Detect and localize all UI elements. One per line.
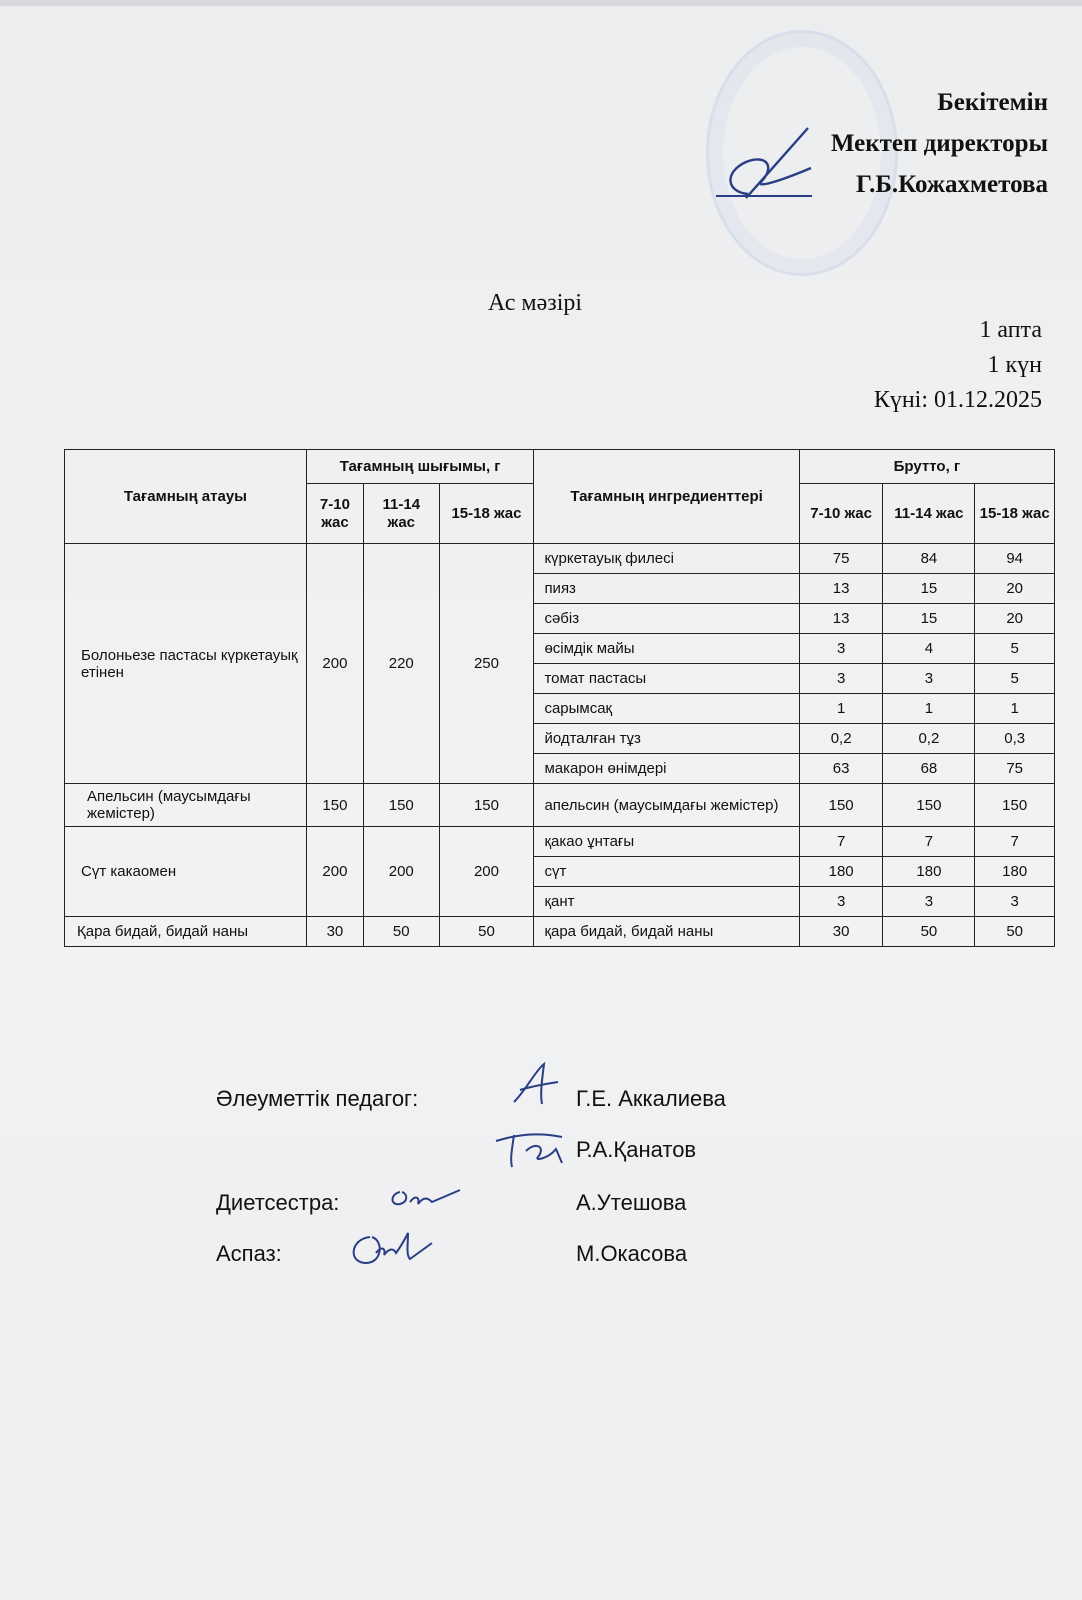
ingredient-name: сүт [534, 857, 799, 887]
header-dish-name: Тағамның атауы [65, 450, 307, 544]
header-yield: Тағамның шығымы, г [306, 450, 534, 484]
header-brutto-age-3: 15-18 жас [975, 484, 1055, 544]
yield-cell: 200 [364, 827, 440, 917]
ingredient-name: қант [534, 887, 799, 917]
brutto-cell: 20 [975, 604, 1055, 634]
pedagog-name-2: Р.А.Қанатов [576, 1137, 697, 1162]
brutto-cell: 150 [883, 784, 975, 827]
brutto-cell: 4 [883, 634, 975, 664]
brutto-cell: 3 [883, 887, 975, 917]
brutto-cell: 150 [975, 784, 1055, 827]
yield-cell: 200 [306, 544, 363, 784]
ingredient-name: макарон өнімдері [534, 754, 799, 784]
yield-cell: 150 [364, 784, 440, 827]
brutto-cell: 150 [799, 784, 883, 827]
dish-name: Болоньезе пастасы күркетауық етінен [65, 544, 307, 784]
second-signature [492, 1127, 572, 1171]
approval-line-3: Г.Б.Кожахметова [856, 171, 1048, 198]
cook-label: Аспаз: [216, 1241, 282, 1266]
brutto-cell: 75 [975, 754, 1055, 784]
brutto-cell: 94 [975, 544, 1055, 574]
week-label: 1 апта [979, 317, 1042, 343]
yield-cell: 250 [439, 544, 534, 784]
brutto-cell: 7 [883, 827, 975, 857]
ingredient-name: сарымсақ [534, 694, 799, 724]
ingredient-name: йодталған тұз [534, 724, 799, 754]
director-signature [716, 122, 826, 202]
brutto-cell: 0,3 [975, 724, 1055, 754]
approval-line-2: Мектеп директоры [830, 130, 1048, 157]
brutto-cell: 180 [975, 857, 1055, 887]
yield-cell: 150 [306, 784, 363, 827]
brutto-cell: 7 [975, 827, 1055, 857]
dish-name: Қара бидай, бидай наны [65, 917, 307, 947]
brutto-cell: 63 [799, 754, 883, 784]
paper-edge [0, 0, 1082, 6]
cook-signature [346, 1227, 436, 1271]
dish-name: Апельсин (маусымдағы жемістер) [65, 784, 307, 827]
day-label: 1 күн [987, 352, 1042, 378]
yield-cell: 150 [439, 784, 534, 827]
pedagog-name-1: Г.Е. Аккалиева [576, 1086, 726, 1111]
nurse-label: Диетсестра: [216, 1190, 340, 1215]
ingredient-name: сәбіз [534, 604, 799, 634]
header-brutto-age-2: 11-14 жас [883, 484, 975, 544]
header-ingredients: Тағамның ингредиенттері [534, 450, 799, 544]
brutto-cell: 13 [799, 604, 883, 634]
brutto-cell: 3 [799, 887, 883, 917]
yield-cell: 220 [364, 544, 440, 784]
header-brutto: Брутто, г [799, 450, 1054, 484]
brutto-cell: 5 [975, 664, 1055, 694]
brutto-cell: 20 [975, 574, 1055, 604]
brutto-cell: 84 [883, 544, 975, 574]
brutto-cell: 3 [883, 664, 975, 694]
pedagog-label: Әлеуметтік педагог: [216, 1086, 419, 1111]
table-row [65, 917, 1055, 947]
yield-cell: 30 [306, 917, 363, 947]
brutto-cell: 30 [799, 917, 883, 947]
cook-name: М.Окасова [576, 1241, 688, 1266]
brutto-cell: 3 [799, 664, 883, 694]
nurse-name: А.Утешова [576, 1190, 687, 1215]
ingredient-name: күркетауық филесі [534, 544, 799, 574]
brutto-cell: 50 [975, 917, 1055, 947]
header-yield-age-1: 7-10 жас [306, 484, 363, 544]
brutto-cell: 13 [799, 574, 883, 604]
brutto-cell: 15 [883, 574, 975, 604]
brutto-cell: 0,2 [799, 724, 883, 754]
pedagog-signature [506, 1060, 566, 1110]
brutto-cell: 180 [799, 857, 883, 887]
ingredient-name: өсімдік майы [534, 634, 799, 664]
date-label: Күні: 01.12.2025 [873, 387, 1042, 413]
yield-cell: 50 [439, 917, 534, 947]
brutto-cell: 5 [975, 634, 1055, 664]
approval-block [831, 82, 1048, 205]
yield-cell: 200 [439, 827, 534, 917]
yield-cell: 200 [306, 827, 363, 917]
table-row [65, 827, 1055, 857]
ingredient-name: қакао ұнтағы [534, 827, 799, 857]
nurse-signature [386, 1184, 466, 1214]
header-brutto-age-1: 7-10 жас [799, 484, 883, 544]
page-title: Ас мәзірі [488, 290, 583, 316]
ingredient-name: апельсин (маусымдағы жемістер) [534, 784, 799, 827]
brutto-cell: 7 [799, 827, 883, 857]
dish-name: Сүт какаомен [65, 827, 307, 917]
approval-line-1: Бекітемін [937, 89, 1048, 116]
table-row [65, 784, 1055, 827]
brutto-cell: 3 [799, 634, 883, 664]
brutto-cell: 1 [975, 694, 1055, 724]
ingredient-name: томат пастасы [534, 664, 799, 694]
menu-table [64, 449, 1055, 947]
brutto-cell: 180 [883, 857, 975, 887]
brutto-cell: 68 [883, 754, 975, 784]
brutto-cell: 3 [975, 887, 1055, 917]
ingredient-name: пияз [534, 574, 799, 604]
brutto-cell: 1 [883, 694, 975, 724]
menu-meta [874, 313, 1042, 418]
yield-cell: 50 [364, 917, 440, 947]
ingredient-name: қара бидай, бидай наны [534, 917, 799, 947]
brutto-cell: 0,2 [883, 724, 975, 754]
header-yield-age-3: 15-18 жас [439, 484, 534, 544]
brutto-cell: 50 [883, 917, 975, 947]
header-yield-age-2: 11-14 жас [364, 484, 440, 544]
brutto-cell: 75 [799, 544, 883, 574]
brutto-cell: 1 [799, 694, 883, 724]
brutto-cell: 15 [883, 604, 975, 634]
table-row [65, 544, 1055, 574]
